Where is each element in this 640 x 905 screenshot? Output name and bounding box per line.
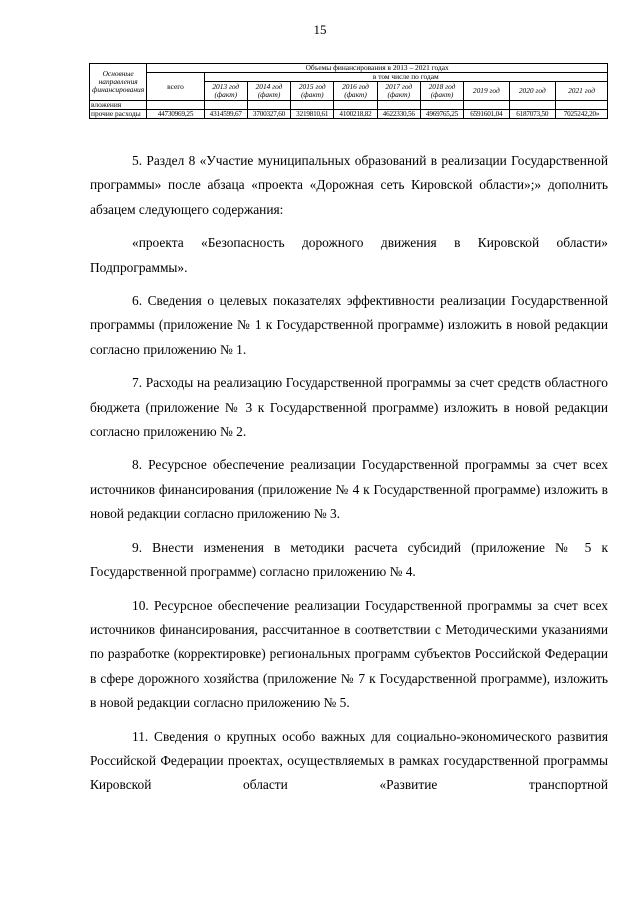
paragraph-text: 11. Сведения о крупных особо важных для социально-экономического развития Российской Федерации проектах, осуществляемых в рамках государственной программы Кировской области «Развитие транспортной xyxy=(90,728,608,793)
document-body xyxy=(90,149,608,798)
table-cell: 6591601,04 xyxy=(464,110,509,119)
paragraph-text: 6. Сведения о целевых показателях эффективности реализации Государственной программы (приложение № 1 к Государственной программе) изложить в новой редакции согласно приложению № 1. xyxy=(90,293,608,357)
paragraph xyxy=(90,371,608,444)
table-cell xyxy=(204,101,247,110)
table-cell xyxy=(377,101,420,110)
table-cell xyxy=(464,101,509,110)
table-cell xyxy=(420,101,463,110)
table-cell xyxy=(556,101,608,110)
paragraph xyxy=(90,594,608,716)
header-year-2015: 2015 год (факт) xyxy=(291,82,334,101)
header-total: всего xyxy=(147,73,204,101)
paragraph-text: 7. Расходы на реализацию Государственной программы за счет средств областного бюджета (приложение № 3 к Государственной программе) изложить в новой редакции согласно приложению № 2. xyxy=(90,375,608,440)
financing-table xyxy=(89,63,608,119)
paragraph xyxy=(90,231,608,280)
header-by-years: в том числе по годам xyxy=(204,73,607,82)
header-year-2014: 2014 год (факт) xyxy=(247,82,290,101)
table-cell: 6187073,50 xyxy=(509,110,555,119)
table-row xyxy=(90,101,608,110)
header-year-2020: 2020 год xyxy=(509,82,555,101)
table-cell: 4314599,67 xyxy=(204,110,247,119)
table-cell: 3219810,61 xyxy=(291,110,334,119)
paragraph-text: 10. Ресурсное обеспечение реализации Государственной программы за счет всех источников финансирования, рассчитанное в соответствии с Методическими указаниями по разработке (корректировке) региональных программ субъектов Российской Федерации в сфере дорожного хозяйства (приложение № 7 к Государственной программе), изложить в новой редакции согласно приложению № 5. xyxy=(90,597,608,711)
paragraph-text: 9. Внести изменения в методики расчета субсидий (приложение № 5 к Государственной программе) согласно приложению № 4. xyxy=(90,539,608,580)
table-row xyxy=(90,110,608,119)
header-year-2018: 2018 год (факт) xyxy=(420,82,463,101)
paragraph-text: 5. Раздел 8 «Участие муниципальных образований в реализации Государственной программы» после абзаца «проекта «Дорожная сеть Кировской области»;» дополнить абзацем следующего содержания: xyxy=(90,153,608,217)
header-year-2021: 2021 год xyxy=(556,82,608,101)
paragraph xyxy=(90,453,608,526)
table-cell xyxy=(247,101,290,110)
row-label: вложения xyxy=(90,101,147,110)
page-number: 15 xyxy=(313,22,327,37)
header-year-2016: 2016 год (факт) xyxy=(334,82,377,101)
paragraph xyxy=(90,149,608,222)
paragraph xyxy=(90,536,608,585)
paragraph-text: 8. Ресурсное обеспечение реализации Государственной программы за счет всех источников финансирования (приложение № 4 к Государственной программе) изложить в новой редакции согласно приложению № 3. xyxy=(90,457,608,522)
table-cell xyxy=(334,101,377,110)
header-year-2017: 2017 год (факт) xyxy=(377,82,420,101)
table-cell: 4100218,82 xyxy=(334,110,377,119)
table-cell: 4622330,56 xyxy=(377,110,420,119)
row-label: прочие расходы xyxy=(90,110,147,119)
table-cell: 4969765,25 xyxy=(420,110,463,119)
header-year-2013: 2013 год (факт) xyxy=(204,82,247,101)
table-cell xyxy=(291,101,334,110)
paragraph-text: «проекта «Безопасность дорожного движения в Кировской области» Подпрограммы». xyxy=(90,235,608,275)
paragraph xyxy=(90,725,608,798)
table-cell: 3700327,60 xyxy=(247,110,290,119)
table-cell xyxy=(509,101,555,110)
table-cell: 44730969,25 xyxy=(147,110,204,119)
header-year-2019: 2019 год xyxy=(464,82,509,101)
header-volumes: Объемы финансирования в 2013 – 2021 годах xyxy=(147,64,608,73)
table-cell xyxy=(147,101,204,110)
paragraph xyxy=(90,289,608,362)
table-cell: 7025242,20» xyxy=(556,110,608,119)
header-directions: Основные направления финансирования xyxy=(90,64,147,101)
